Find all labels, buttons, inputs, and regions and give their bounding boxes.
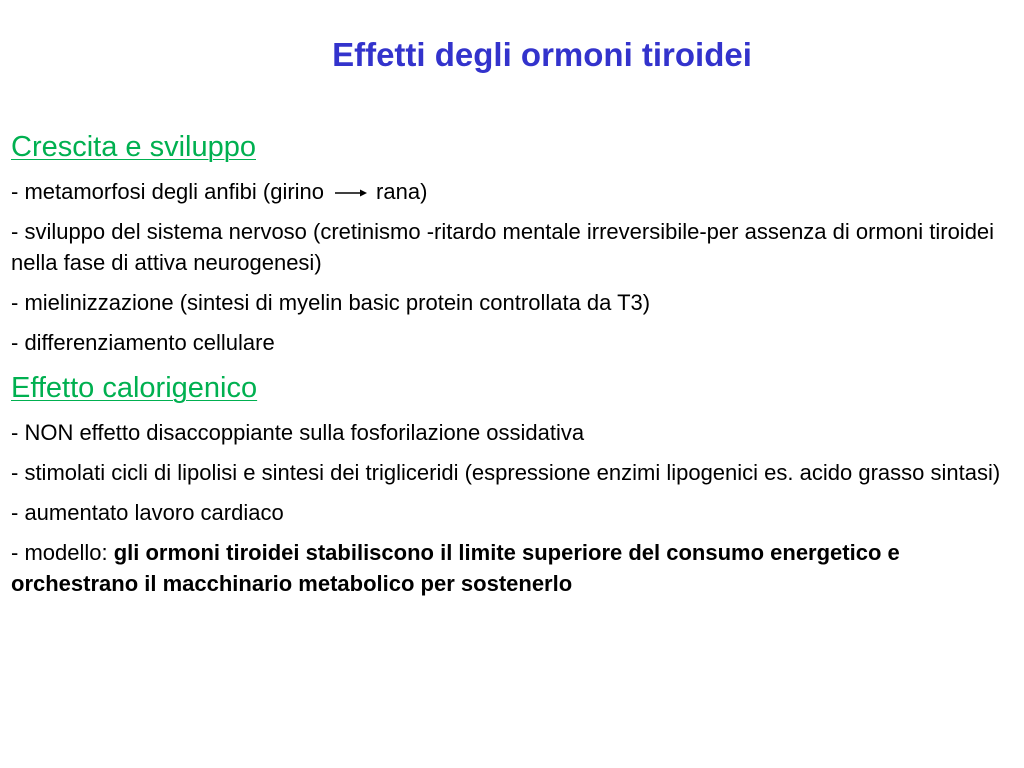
bullet-text-after-arrow: rana) <box>376 179 428 204</box>
slide-title: Effetti degli ormoni tiroidei <box>332 36 752 73</box>
section-heading-calorigenic: Effetto calorigenico <box>11 372 258 404</box>
bullet-model-prefix: - modello: <box>11 540 114 565</box>
bullet-cardiac-work: - aumentato lavoro cardiaco <box>11 500 284 525</box>
bullet-no-uncoupling: - NON effetto disaccoppiante sulla fosforilazione ossidativa <box>11 420 585 445</box>
bullet-myelination: - mielinizzazione (sintesi di myelin basic protein controllata da T3) <box>11 290 651 315</box>
bullet-model-bold-text: gli ormoni tiroidei stabiliscono il limite superiore del consumo energetico e orchestrano il macchinario metabolico per sostenerlo <box>11 540 900 596</box>
right-arrow-icon <box>334 186 368 200</box>
bullet-model <box>11 537 1011 599</box>
bullet-metamorphosis <box>11 176 1011 207</box>
bullet-cell-differentiation: - differenziamento cellulare <box>11 330 275 355</box>
slide-content <box>11 128 1011 608</box>
bullet-nervous-system: - sviluppo del sistema nervoso (cretinismo -ritardo mentale irreversibile-per assenza di ormoni tiroidei nella fase di attiva neurogenesi) <box>11 219 995 275</box>
bullet-lipolysis-cycles: - stimolati cicli di lipolisi e sintesi dei trigliceridi (espressione enzimi lipogenici es. acido grasso sintasi) <box>11 460 1001 485</box>
section-heading-growth: Crescita e sviluppo <box>11 131 256 163</box>
bullet-text-before-arrow: - metamorfosi degli anfibi (girino <box>11 179 325 204</box>
